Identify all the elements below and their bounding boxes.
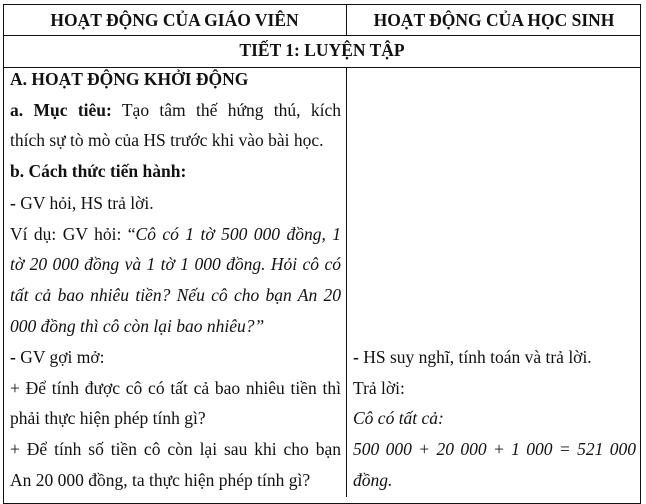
answer-line-3: đồng. bbox=[353, 470, 393, 490]
student-response bbox=[353, 342, 636, 372]
objective-text-1: Tạo tâm thế hứng thú, kích bbox=[111, 100, 341, 120]
example-close-quote: ” bbox=[254, 316, 265, 336]
lesson-title: TIẾT 1: LUYỆN TẬP bbox=[239, 40, 405, 60]
step-2 bbox=[10, 342, 341, 372]
step-1-text: GV hỏi, HS trả lời. bbox=[15, 193, 154, 213]
body-column-divider bbox=[346, 67, 347, 497]
answer-label: Trả lời: bbox=[353, 378, 405, 398]
step-1 bbox=[10, 188, 341, 218]
prompt-1-line-1: + Để tính được cô có tất cả bao nhiêu tiền thì bbox=[10, 378, 341, 398]
section-heading: A. HOẠT ĐỘNG KHỞI ĐỘNG bbox=[10, 69, 249, 89]
step-2-dash: - bbox=[10, 347, 16, 367]
method-label: b. Cách thức tiến hành: bbox=[10, 161, 187, 181]
prompt-2-line-1: + Để tính số tiền cô còn lại sau khi cho bạn bbox=[10, 439, 341, 459]
example-line-4 bbox=[10, 311, 341, 341]
student-response-text: HS suy nghĩ, tính toán và trả lời. bbox=[358, 347, 592, 367]
example-line-3: tất cả bao nhiêu tiền? Nếu cô cho bạn An 20 bbox=[10, 285, 341, 305]
example-line-1 bbox=[10, 219, 341, 249]
student-column-header: HOẠT ĐỘNG CỦA HỌC SINH bbox=[373, 10, 615, 30]
step-2-text: GV gợi mở: bbox=[15, 347, 105, 367]
objective-line-1 bbox=[10, 95, 341, 125]
objective-label: a. Mục tiêu: bbox=[10, 100, 112, 120]
student-response-dash: - bbox=[353, 347, 359, 367]
answer-line-2: 500 000 + 20 000 + 1 000 = 521 000 bbox=[353, 439, 636, 459]
example-prefix: Ví dụ: GV hỏi: “ bbox=[10, 224, 136, 244]
prompt-1-line-2: phải thực hiện phép tính gì? bbox=[10, 408, 206, 428]
example-text-4: 000 đồng thì cô còn lại bao nhiêu? bbox=[10, 316, 255, 336]
objective-line-2: thích sự tò mò của HS trước khi vào bài học. bbox=[10, 130, 324, 150]
example-text-1: Cô có 1 tờ 500 000 đồng, 1 bbox=[135, 224, 341, 244]
example-line-2: tờ 20 000 đồng và 1 tờ 1 000 đồng. Hỏi cô có bbox=[10, 254, 341, 274]
teacher-column-header: HOẠT ĐỘNG CỦA GIÁO VIÊN bbox=[50, 10, 299, 30]
step-1-dash: - bbox=[10, 193, 16, 213]
prompt-2-line-2: An 20 000 đồng, ta thực hiện phép tính gì? bbox=[10, 470, 311, 490]
answer-line-1: Cô có tất cả: bbox=[353, 408, 444, 428]
